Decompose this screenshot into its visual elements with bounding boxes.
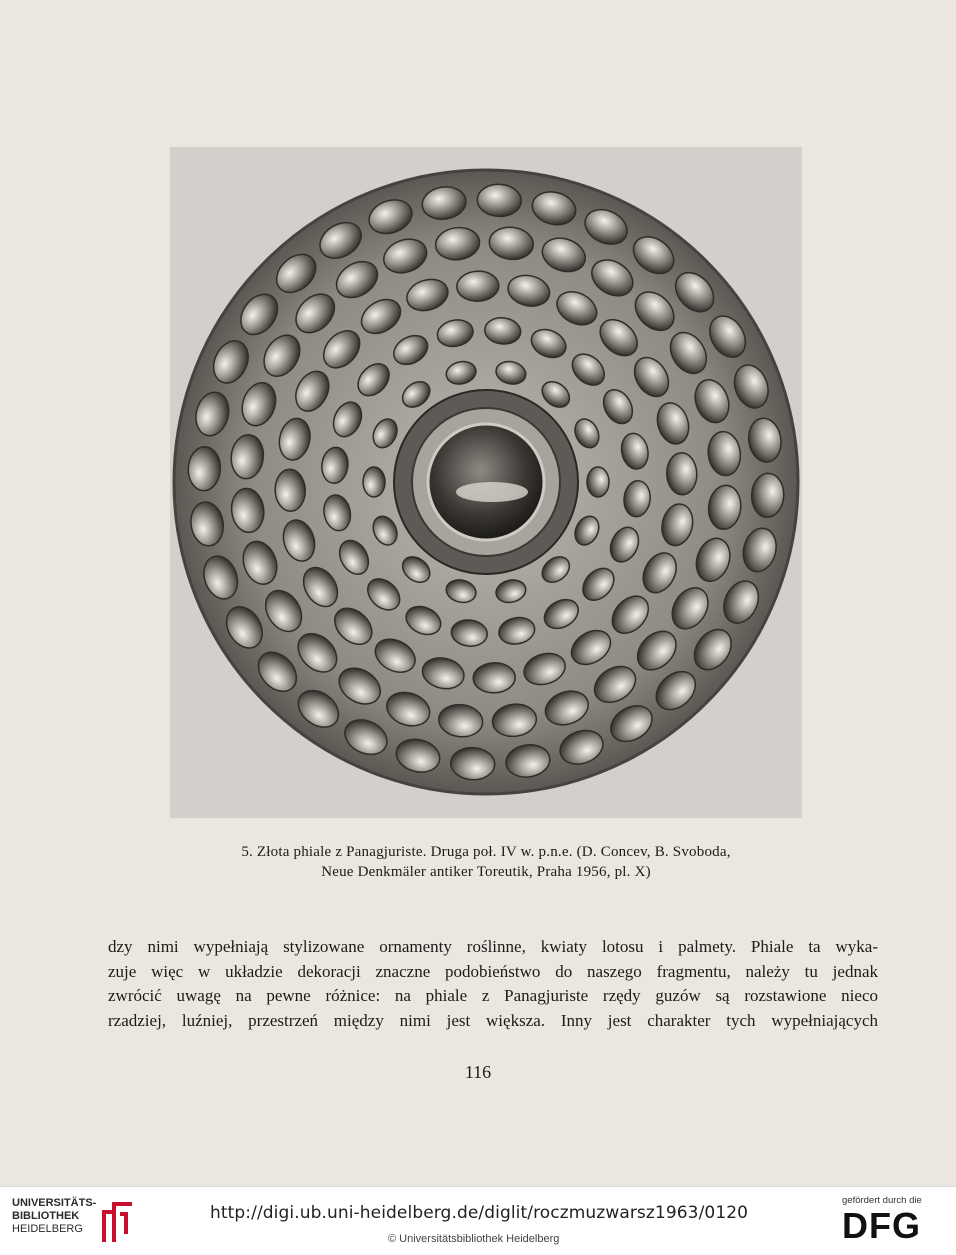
viewer-footer [0, 1186, 956, 1255]
funder-note: gefördert durch die [842, 1195, 922, 1206]
phiale-image [170, 147, 802, 818]
boss-ornament [587, 467, 609, 497]
body-paragraph [108, 935, 878, 1033]
permalink-url[interactable]: http://digi.ub.uni-heidelberg.de/diglit/roczmuzwarsz1963/0120 [210, 1203, 749, 1223]
page-number: 116 [464, 1062, 492, 1082]
dfg-logo[interactable] [842, 1195, 942, 1251]
body-line-3: zwrócić uwagę na pewne różnice: na phiale z Panagjuriste rzędy guzów są rozstawione nieco [108, 986, 878, 1005]
body-line-1: dzy nimi wypełniają stylizowane ornamenty roślinne, kwiaty lotosu i palmety. Phiale ta wyka- [108, 937, 878, 956]
body-line-2: zuje więc w układzie dekoracji znaczne podobieństwo do naszego fragmentu, należy tu jednak [108, 961, 878, 981]
phiale-photograph [170, 147, 802, 818]
library-line-2: BIBLIOTHEK [12, 1210, 80, 1222]
dfg-wordmark: DFG [842, 1205, 921, 1246]
library-mark-icon [98, 1200, 134, 1244]
library-logo[interactable] [12, 1197, 137, 1247]
library-line-1: UNIVERSITÄTS- [12, 1197, 97, 1209]
figure-caption [150, 842, 822, 882]
library-name [12, 1197, 96, 1236]
body-line-4: rzadziej, luźniej, przestrzeń między nimi jest większa. Inny jest charakter tych wypełniających [108, 1010, 878, 1030]
library-line-3: HEIDELBERG [12, 1223, 83, 1235]
caption-line-2: Neue Denkmäler antiker Toreutik, Praha 1956, pl. X) [321, 864, 651, 880]
boss-ornament [363, 467, 385, 497]
caption-line-1: 5. Złota phiale z Panagjuriste. Druga poł. IV w. p.n.e. (D. Concev, B. Svoboda, [241, 844, 731, 860]
copyright-notice: © Universitätsbibliothek Heidelberg [388, 1233, 560, 1245]
